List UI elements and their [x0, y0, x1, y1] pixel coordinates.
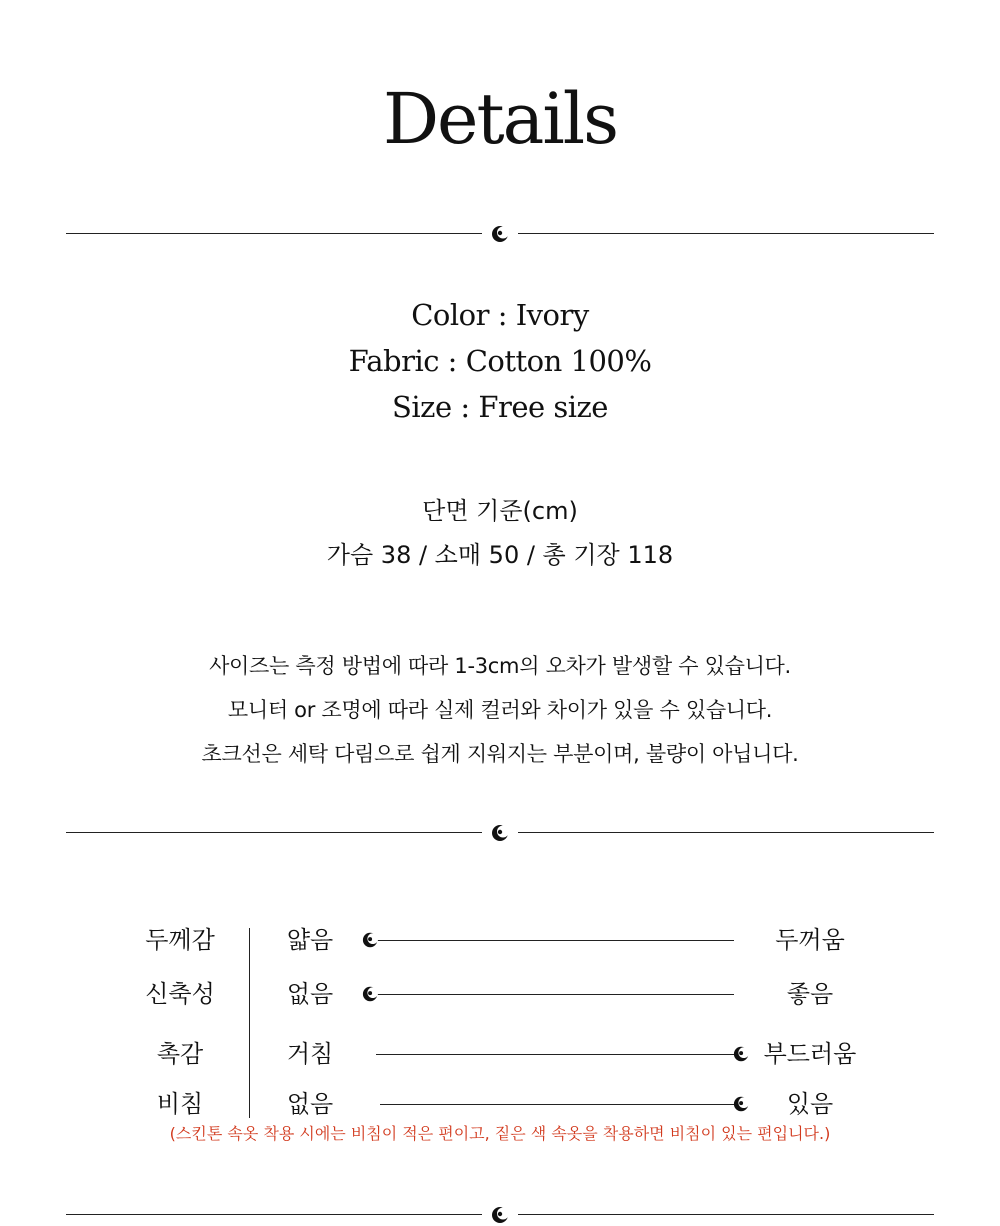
- property-row-touch: [0, 1034, 1000, 1074]
- spec-color: [0, 292, 1000, 338]
- property-scale: [372, 940, 734, 941]
- property-low-label: 얇음: [286, 926, 334, 954]
- crescent-swirl-icon: [362, 931, 380, 949]
- spec-value: Free size: [478, 390, 608, 424]
- property-high-label: 있음: [786, 1090, 834, 1118]
- sheerness-note: (스킨톤 속옷 착용 시에는 비침이 적은 편이고, 짙은 색 속옷을 착용하면 비침이 있는 편입니다.): [169, 1124, 831, 1143]
- crescent-swirl-icon: [733, 1095, 751, 1113]
- spec-list: [0, 292, 1000, 430]
- property-name: 신축성: [145, 980, 215, 1008]
- note-line: 사이즈는 측정 방법에 따라 1-3cm의 오차가 발생할 수 있습니다.: [209, 654, 791, 678]
- crescent-swirl-icon: [733, 1045, 751, 1063]
- spec-label: Color: [411, 298, 489, 332]
- property-row-stretch: [0, 974, 1000, 1014]
- crescent-swirl-icon: [491, 1205, 511, 1225]
- property-row-thickness: [0, 920, 1000, 960]
- spec-value: Cotton 100%: [465, 344, 652, 378]
- spec-sep: :: [451, 390, 479, 424]
- note-line: 모니터 or 조명에 따라 실제 컬러와 차이가 있을 수 있습니다.: [227, 698, 773, 722]
- section-divider: [66, 224, 934, 244]
- crescent-swirl-icon: [491, 224, 511, 244]
- property-name: 두께감: [145, 926, 215, 954]
- property-name: 비침: [156, 1090, 204, 1118]
- property-low-label: 없음: [286, 980, 334, 1008]
- spec-label: Size: [392, 390, 452, 424]
- notes-block: [0, 644, 1000, 776]
- crescent-swirl-icon: [491, 823, 511, 843]
- section-divider: [66, 1205, 934, 1225]
- property-high-label: 두꺼움: [775, 926, 845, 954]
- crescent-swirl-icon: [362, 985, 380, 1003]
- property-scale: [380, 1104, 738, 1105]
- fabric-properties: [0, 918, 1000, 1128]
- property-low-label: 거침: [286, 1040, 334, 1068]
- property-row-sheerness: [0, 1084, 1000, 1124]
- spec-sep: :: [488, 298, 516, 332]
- property-name: 촉감: [156, 1040, 204, 1068]
- property-high-label: 부드러움: [763, 1040, 857, 1068]
- property-scale: [372, 994, 734, 995]
- section-divider: [66, 823, 934, 843]
- spec-label: Fabric: [348, 344, 439, 378]
- property-scale: [376, 1054, 738, 1055]
- measurement-heading: 단면 기준(cm): [422, 497, 578, 525]
- spec-fabric: [0, 338, 1000, 384]
- property-low-label: 없음: [286, 1090, 334, 1118]
- measurement-values: 가슴 38 / 소매 50 / 총 기장 118: [326, 541, 674, 569]
- spec-value: Ivory: [515, 298, 589, 332]
- measurement-block: [0, 489, 1000, 577]
- property-high-label: 좋음: [786, 980, 834, 1008]
- page-title: Details: [382, 78, 618, 160]
- note-line: 초크선은 세탁 다림으로 쉽게 지워지는 부분이며, 불량이 아닙니다.: [201, 742, 799, 766]
- spec-sep: :: [438, 344, 466, 378]
- spec-size: [0, 384, 1000, 430]
